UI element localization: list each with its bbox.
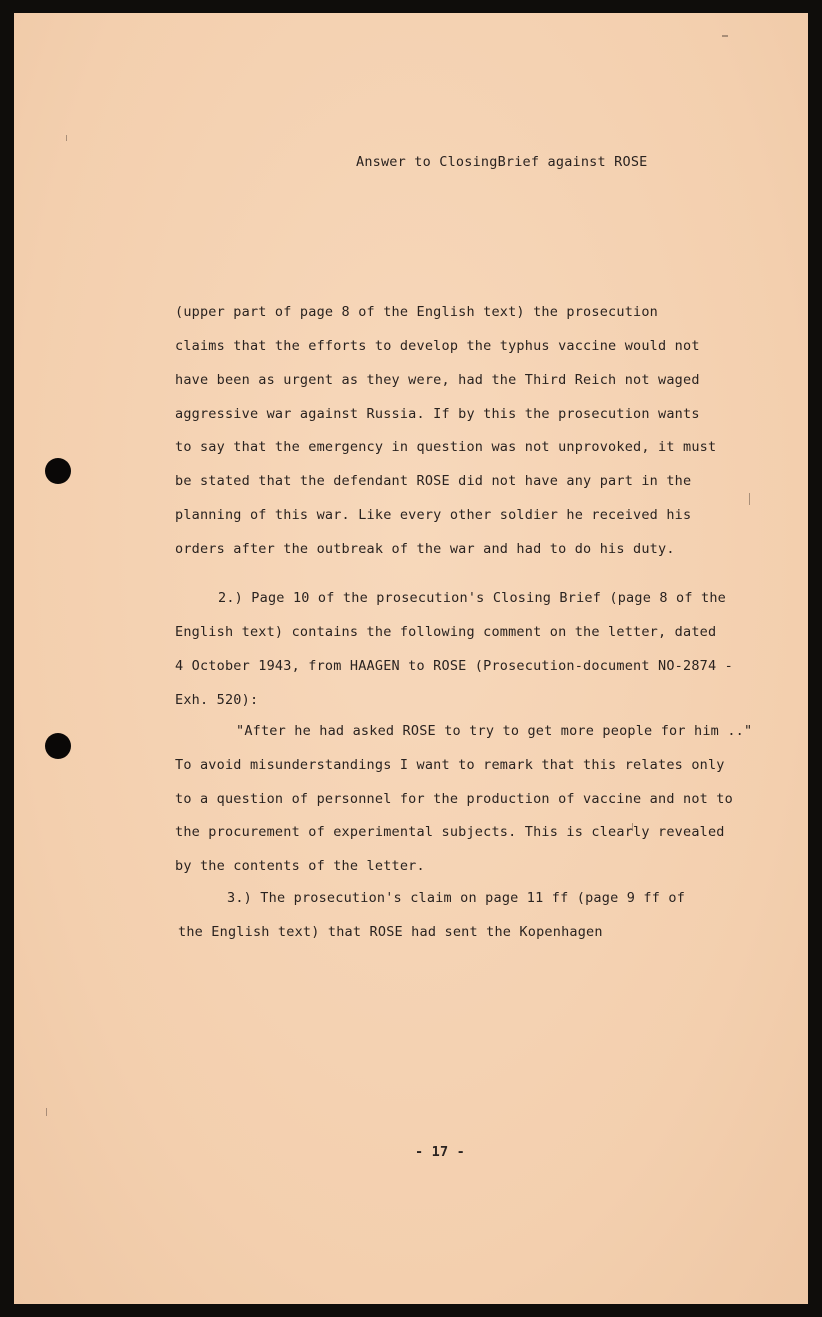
- paper-speck: [722, 35, 728, 37]
- document-header: Answer to ClosingBrief against ROSE: [356, 154, 648, 170]
- text-line: planning of this war. Like every other soldier he received his: [175, 507, 692, 523]
- text-line: To avoid misunderstandings I want to remark that this relates only: [175, 757, 725, 773]
- text-line: 2.) Page 10 of the prosecution's Closing Brief (page 8 of the: [218, 590, 726, 606]
- text-line: 3.) The prosecution's claim on page 11 ff (page 9 ff of: [227, 890, 686, 906]
- text-line: the procurement of experimental subjects. This is clearly revealed: [175, 824, 725, 840]
- punch-hole-bottom: [45, 733, 71, 759]
- text-line: to say that the emergency in question was not unprovoked, it must: [175, 439, 717, 455]
- paper-speck: [749, 493, 750, 505]
- punch-hole-top: [45, 458, 71, 484]
- text-line: Exh. 520):: [175, 692, 259, 708]
- text-line: 4 October 1943, from HAAGEN to ROSE (Prosecution-document NO-2874 -: [175, 658, 733, 674]
- text-line: have been as urgent as they were, had the Third Reich not waged: [175, 372, 700, 388]
- text-line: orders after the outbreak of the war and had to do his duty.: [175, 541, 675, 557]
- paper-speck: [46, 1108, 47, 1116]
- paper-speck: [66, 135, 67, 141]
- text-line: the English text) that ROSE had sent the Kopenhagen: [178, 924, 603, 940]
- text-line: be stated that the defendant ROSE did not have any part in the: [175, 473, 692, 489]
- text-line: to a question of personnel for the production of vaccine and not to: [175, 791, 733, 807]
- page-number: - 17 -: [415, 1144, 465, 1160]
- text-line: (upper part of page 8 of the English text) the prosecution: [175, 304, 659, 320]
- quoted-text: "After he had asked ROSE to try to get more people for him ..": [236, 723, 753, 739]
- document-page: [14, 13, 808, 1304]
- text-line: English text) contains the following comment on the letter, dated: [175, 624, 717, 640]
- text-line: by the contents of the letter.: [175, 858, 425, 874]
- text-line: aggressive war against Russia. If by this the prosecution wants: [175, 406, 700, 422]
- text-line: claims that the efforts to develop the typhus vaccine would not: [175, 338, 700, 354]
